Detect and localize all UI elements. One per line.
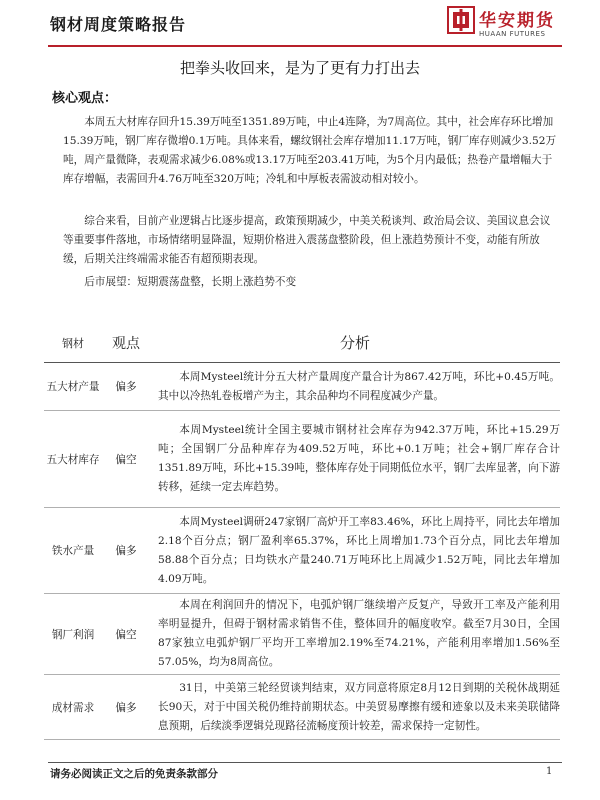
outlook-text: 后市展望：短期震荡盘整，长期上涨趋势不变 [84, 276, 297, 288]
table-row [44, 508, 560, 594]
page-number: 1 [546, 766, 553, 777]
table-row [44, 411, 560, 508]
table-row [44, 594, 560, 675]
logo-chinese-text: 华安期货 [479, 11, 555, 31]
table-row [44, 363, 560, 411]
row-view: 偏多 [102, 675, 150, 740]
core-paragraph-2-text: 综合来看，目前产业逻辑占比逐步提高，政策预期减少，中美关税谈判、政治局会议、美国议息会议等重要事件落地，市场情绪明显降温，短期价格进入震荡盘整阶段，但上涨趋势预计不变，动能有所放缓，后期关注终端需求能否有超预期表现。 [63, 215, 551, 265]
row-steel: 五大材产量 [44, 363, 102, 411]
header-analysis: 分析 [150, 323, 560, 363]
core-paragraph-1 [63, 113, 559, 189]
row-view: 偏多 [102, 363, 150, 411]
page-header [0, 0, 600, 46]
core-paragraph-2 [63, 212, 559, 269]
logo-english-text: HUAAN FUTURES [479, 30, 546, 38]
row-view: 偏多 [102, 508, 150, 594]
analysis-table [44, 323, 560, 740]
huaan-logo [447, 6, 557, 42]
table-header-row [44, 323, 560, 363]
footer-divider [48, 762, 562, 763]
header-steel: 钢材 [44, 323, 102, 363]
row-steel: 成材需求 [44, 675, 102, 740]
row-steel: 铁水产量 [44, 508, 102, 594]
row-analysis: 31日，中美第三轮经贸谈判结束，双方同意将原定8月12日到期的关税休战期延长90天，对于中国关税仍维持前期状态。中美贸易摩擦有缓和迹象以及未来美联储降息预期，后续淡季逻辑兑现路径流畅度预计较差，需求保持一定韧性。 [150, 675, 560, 740]
report-title: 钢材周度策略报告 [50, 15, 187, 34]
disclaimer-notice: 请务必阅读正文之后的免责条款部分 [50, 768, 218, 780]
row-analysis: 本周Mysteel统计分五大材产量周度产量合计为867.42万吨，环比+0.45万吨。其中以冷热轧卷板增产为主，其余品种均不同程度减少产量。 [150, 363, 560, 411]
header-view: 观点 [102, 323, 150, 363]
row-view: 偏空 [102, 594, 150, 675]
row-analysis: 本周在利润回升的情况下，电弧炉钢厂继续增产反复产，导致开工率及产能利用率明显提升，但碍于钢材需求销售不佳，整体回升的幅度收窄。截至7月30日，全国87家独立电弧炉钢厂平均开工率增加2.19%至74.21%，产能利用率增加1.56%至57.05%，均为8周高位。 [150, 594, 560, 675]
core-paragraph-3 [63, 273, 559, 292]
row-analysis: 本周Mysteel统计全国主要城市钢材社会库存为942.37万吨，环比+15.29万吨；全国钢厂分品种库存为409.52万吨，环比+0.1万吨；社会+钢厂库存合计1351.89万吨，环比+15.39吨，整体库存处于同期低位水平，钢厂去库显著，向下游转移，延续一定去库趋势。 [150, 411, 560, 508]
row-steel: 钢厂利润 [44, 594, 102, 675]
huaan-logo-icon [447, 6, 475, 34]
core-paragraph-1-text: 本周五大材库存回升15.39万吨至1351.89万吨，中止4连降，为7周高位。其中，社会库存环比增加15.39万吨，钢厂库存微增0.1万吨。具体来看，螺纹钢社会库存增加11.17万吨，钢厂库存则减少3.52万吨，周产量微降，表观需求减少6.08%或13.17万吨至203.41万吨，为5个月内最低；热卷产量增幅大于库存增幅，表需回升4.76万吨至320万吨；冷轧和中厚板表需波动相对较小。 [63, 116, 557, 185]
header-divider [48, 45, 562, 47]
document-headline: 把拳头收回来，是为了更有力打出去 [179, 59, 420, 77]
row-analysis: 本周Mysteel调研247家钢厂高炉开工率83.46%，环比上周持平，同比去年增加2.18个百分点；钢厂盈利率65.37%，环比上周增加1.73个百分点，同比去年增加58.88个百分点；日均铁水产量240.71万吨环比上周减少1.52万吨，同比去年增加4.09万吨。 [150, 508, 560, 594]
core-viewpoint-heading: 核心观点： [52, 91, 118, 106]
row-view: 偏空 [102, 411, 150, 508]
table-row [44, 675, 560, 740]
row-steel: 五大材库存 [44, 411, 102, 508]
